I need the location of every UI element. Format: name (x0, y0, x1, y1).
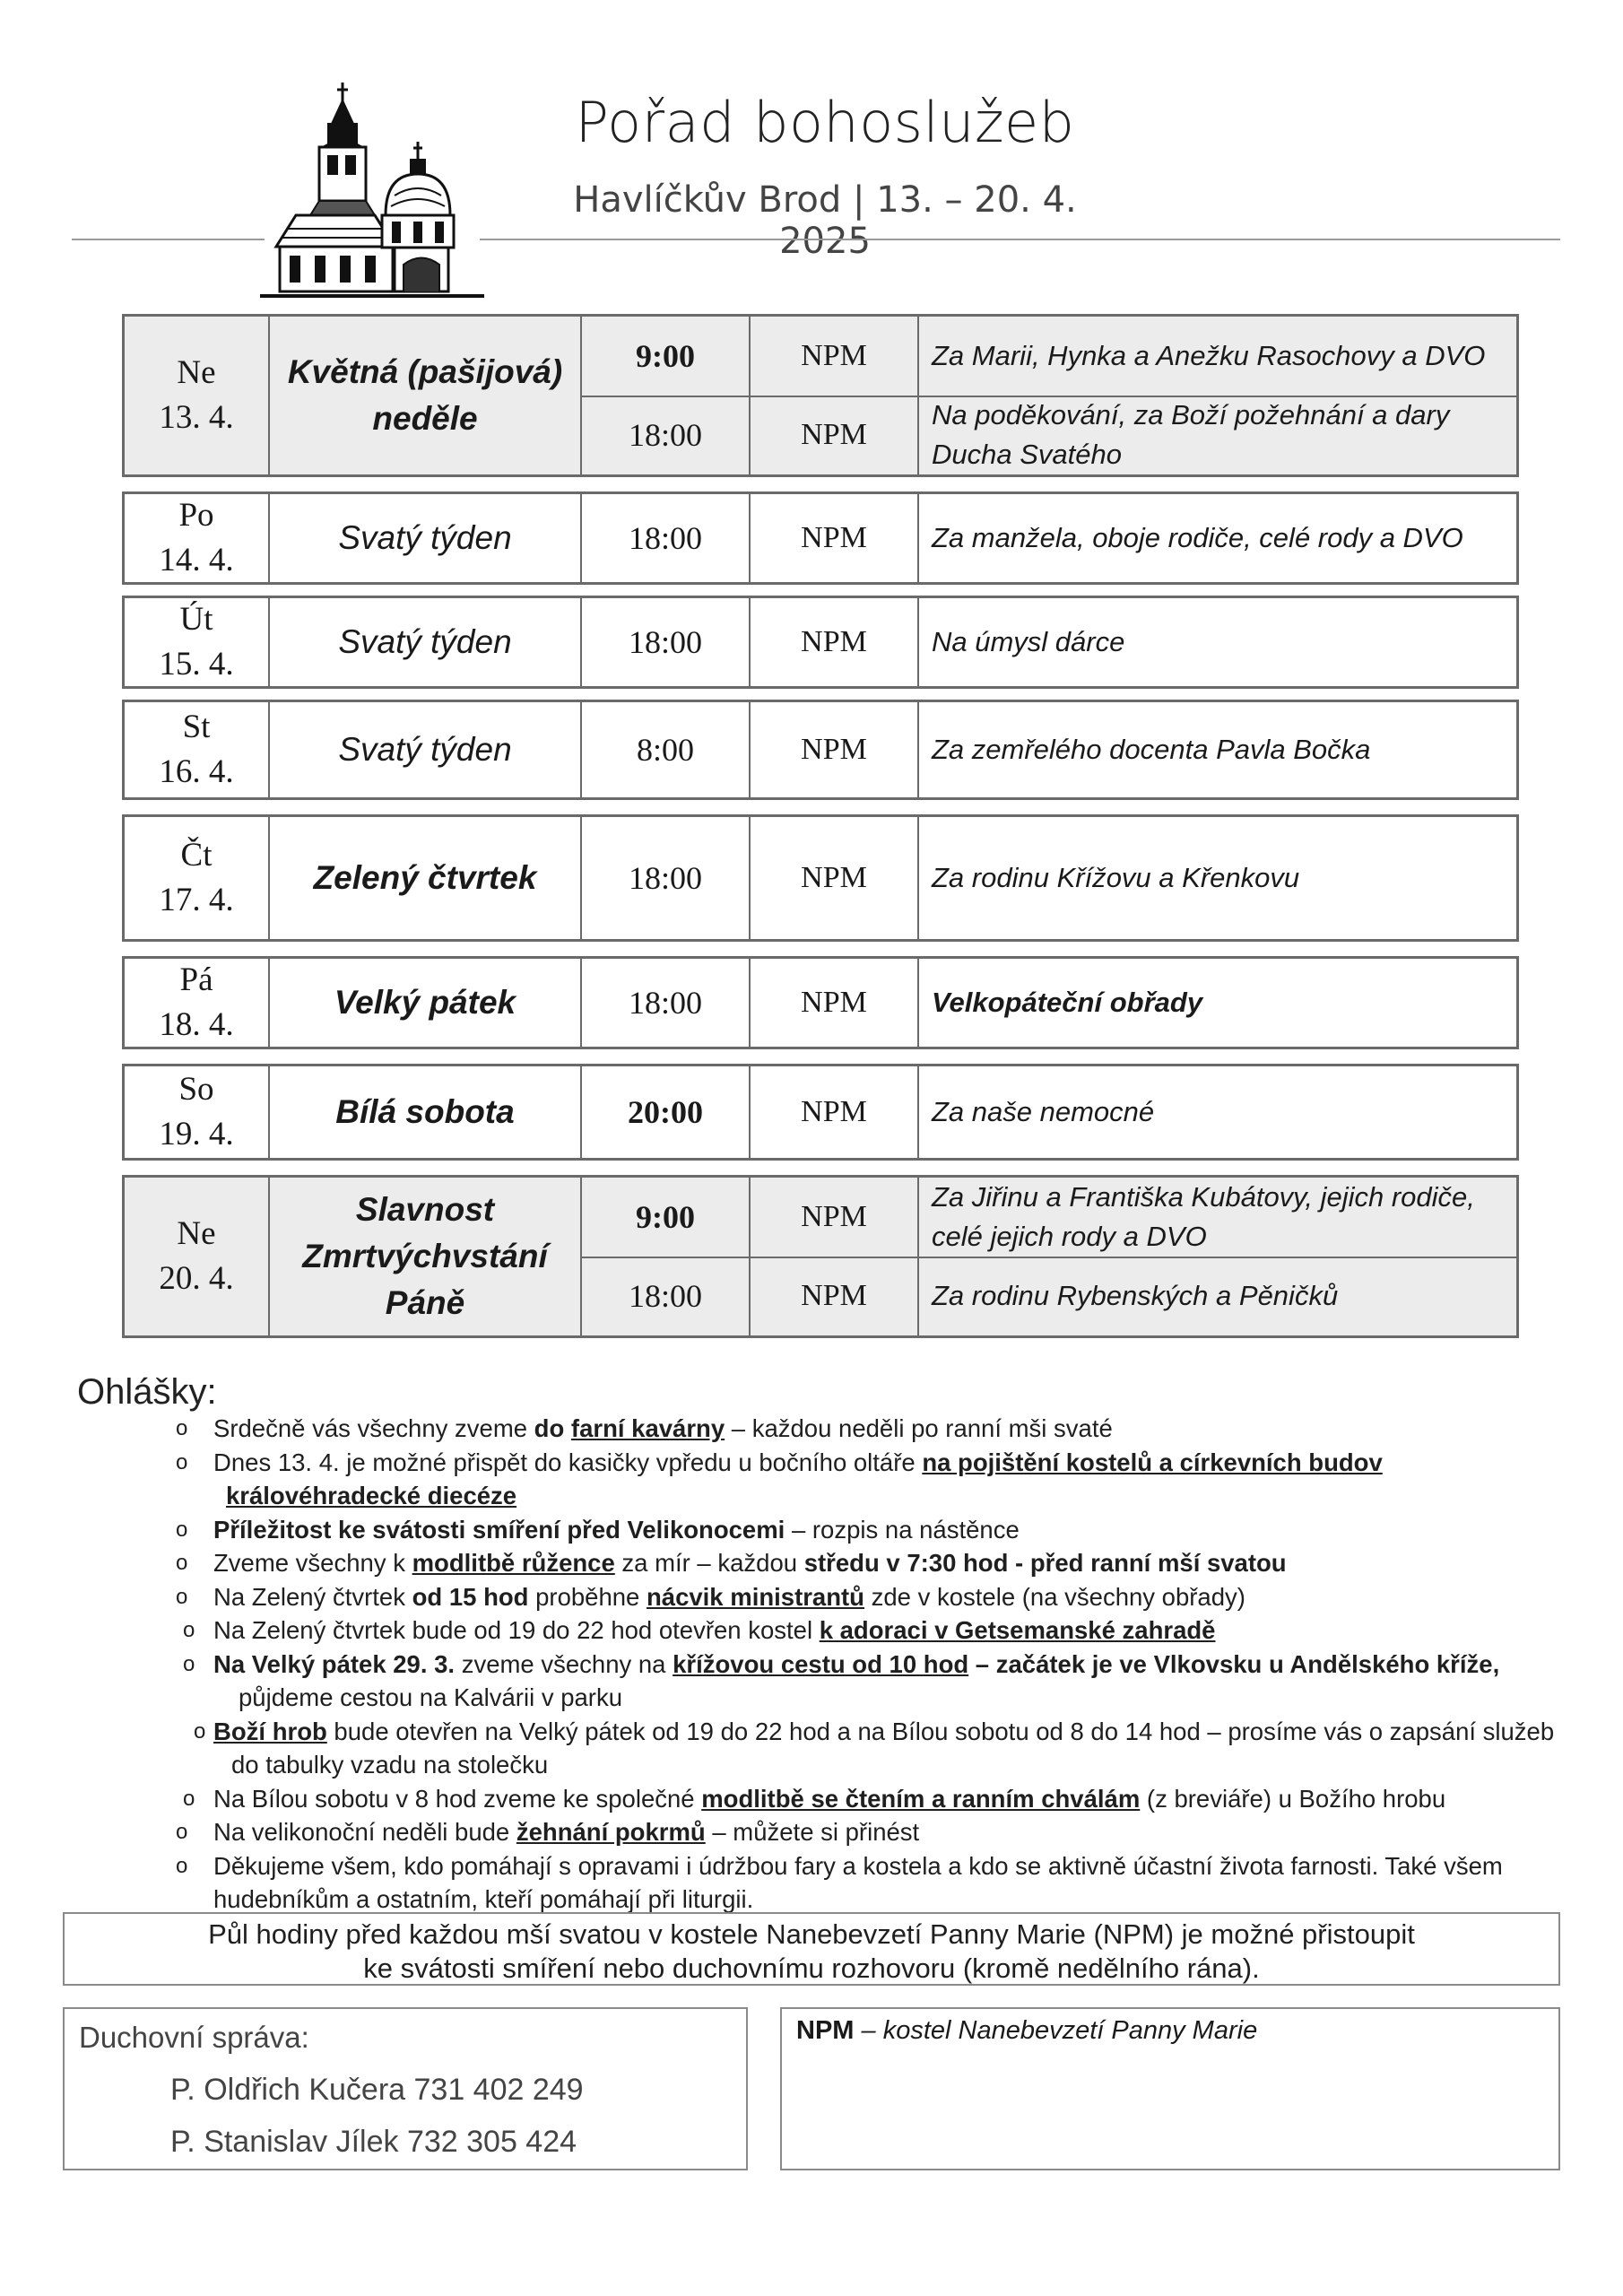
announcement-fragment: proběhne (528, 1582, 647, 1611)
header-divider-left (72, 239, 265, 240)
day-row (122, 596, 1519, 689)
announcement-fragment: – začátek je ve Vlkovsku u Andělského kříže, (968, 1649, 1500, 1678)
bullet-icon: o (194, 1718, 206, 1744)
announcements-title: Ohlášky: (77, 1372, 217, 1412)
announcement-fragment: do (534, 1414, 571, 1442)
day-liturgical-name: Slavnost Zmrtvýchvstání Páně (268, 1178, 580, 1335)
announcement-text (213, 1446, 1419, 1513)
day-date: Pá 18. 4. (159, 961, 234, 1043)
announcement-item (0, 1412, 1623, 1446)
service-time: 18:00 (580, 598, 749, 686)
day-row (122, 314, 1519, 477)
service-intention: Za manžela, oboje rodiče, celé rody a DVO (917, 494, 1516, 582)
day-date: Po 14. 4. (159, 497, 234, 578)
day-liturgical-name: Svatý týden (268, 598, 580, 686)
announcement-fragment: Příležitost ke svátosti smíření před Velikonocemi (213, 1515, 785, 1544)
announcement-fragment: zveme všechny na (455, 1649, 673, 1678)
priest-contact: P. Oldřich Kučera 731 402 249 (170, 2073, 584, 2107)
service-time: 18:00 (580, 396, 749, 474)
day-row (122, 956, 1519, 1049)
announcement-item (0, 1513, 1623, 1547)
service-time: 18:00 (580, 1257, 749, 1335)
announcement-emphasis: k adoraci v Getsemanské zahradě (819, 1616, 1216, 1644)
announcement-fragment: Zveme všechny k (213, 1549, 412, 1577)
page-title: Pořad bohoslužeb (575, 90, 1075, 155)
day-liturgical-name: Velký pátek (268, 959, 580, 1047)
announcement-fragment: středu v 7:30 hod - před ranní mší svatou (803, 1549, 1287, 1577)
header-divider-right (480, 239, 1560, 240)
service-intention: Za Marii, Hynka a Anežku Rasochovy a DVO (917, 317, 1516, 396)
service-time: 8:00 (580, 702, 749, 797)
service-intention: Za rodinu Rybenských a Pěničků (917, 1257, 1516, 1335)
day-row (122, 1175, 1519, 1338)
service-row (580, 317, 1516, 396)
announcement-emphasis: žehnání pokrmů (516, 1818, 706, 1846)
service-place: NPM (749, 1178, 917, 1257)
announcement-emphasis: Boží hrob (213, 1717, 327, 1745)
day-liturgical-name: Květná (pašijová) neděle (268, 317, 580, 474)
service-place: NPM (749, 317, 917, 396)
bullet-icon: o (176, 1853, 188, 1878)
announcement-fragment: Na Zelený čtvrtek (213, 1582, 412, 1611)
announcement-fragment: Na Zelený čtvrtek bude od 19 do 22 hod otevřen kostel (213, 1616, 820, 1644)
announcement-text (213, 1513, 1541, 1547)
contacts-heading: Duchovní správa: (79, 2021, 309, 2054)
confession-notice-line2: ke svátosti smíření nebo duchovnímu rozhovoru (kromě nedělního rána). (363, 1952, 1260, 1984)
service-place: NPM (749, 494, 917, 582)
day-liturgical-name: Bílá sobota (268, 1066, 580, 1158)
service-intention: Za rodinu Křížovu a Křenkovu (917, 817, 1516, 939)
church-icon (260, 81, 484, 305)
service-intention: Za zemřelého docenta Pavla Bočka (917, 702, 1516, 797)
bullet-icon: o (176, 1584, 188, 1609)
announcement-item (0, 1446, 1623, 1513)
service-place: NPM (749, 959, 917, 1047)
bullet-icon: o (176, 1551, 188, 1575)
announcement-emphasis: křížovou cestu od 10 hod (673, 1649, 969, 1678)
contacts-box (63, 2007, 748, 2170)
announcement-item (0, 1580, 1623, 1614)
announcement-fragment: zde v kostele (na všechny obřady) (864, 1582, 1245, 1611)
announcement-fragment: – každou neděli po ranní mši svaté (725, 1414, 1113, 1442)
announcement-fragment: Děkujeme všem, kdo pomáhají s opravami i údržbou fary a kostela a kdo se aktivně účastní života farnosti. Také všem hudebníkům a ostatním, kteří pomáhají při liturgii. (213, 1851, 1503, 1913)
announcement-text (213, 1546, 1541, 1580)
announcement-item (0, 1648, 1623, 1715)
service-row (580, 1178, 1516, 1257)
announcement-item (0, 1782, 1623, 1816)
announcement-fragment: Na velikonoční neděli bude (213, 1818, 516, 1846)
announcement-text (213, 1412, 1541, 1446)
service-place: NPM (749, 1257, 917, 1335)
day-liturgical-name: Svatý týden (268, 494, 580, 582)
announcements-list (0, 1412, 1623, 1917)
announcement-item (0, 1849, 1623, 1917)
day-date: Čt 17. 4. (159, 837, 234, 918)
announcement-fragment: bude otevřen na Velký pátek od 19 do 22 hod a na Bílou sobotu od 8 do 14 hod – prosíme vás o zapsání služeb do tabulky vzadu na stolečku (231, 1717, 1555, 1779)
announcement-fragment: (z breviáře) u Božího hrobu (1140, 1784, 1446, 1813)
service-intention: Na poděkování, za Boží požehnání a dary Ducha Svatého (917, 396, 1516, 474)
announcement-fragment: – můžete si přinést (705, 1818, 920, 1846)
day-date: Út 15. 4. (159, 601, 234, 683)
service-time: 9:00 (580, 1178, 749, 1257)
announcement-text (213, 1648, 1521, 1715)
announcement-item (0, 1546, 1623, 1580)
announcement-text (213, 1782, 1541, 1816)
announcement-text (213, 1580, 1541, 1614)
service-time: 20:00 (580, 1066, 749, 1158)
legend-abbr: NPM (796, 2016, 855, 2045)
announcement-fragment: Na Bílou sobotu v 8 hod zveme ke společné (213, 1784, 702, 1813)
announcement-item (0, 1715, 1623, 1782)
announcement-text (213, 1613, 1541, 1648)
service-row (580, 396, 1516, 474)
announcement-emphasis: nácvik ministrantů (646, 1582, 864, 1611)
service-place: NPM (749, 598, 917, 686)
announcement-item (0, 1815, 1623, 1849)
announcement-emphasis: na pojištění kostelů a církevních budov královéhradecké diecéze (226, 1448, 1383, 1509)
announcement-emphasis: farní kavárny (570, 1414, 725, 1442)
service-divider (580, 396, 1516, 397)
day-date: Ne 20. 4. (159, 1215, 234, 1297)
announcement-text (213, 1849, 1567, 1917)
confession-notice-line1: Půl hodiny před každou mší svatou v kostele Nanebevzetí Panny Marie (NPM) je možné přistoupit (208, 1918, 1415, 1950)
day-row (122, 814, 1519, 942)
priest-contact: P. Stanislav Jílek 732 305 424 (170, 2125, 577, 2159)
service-place: NPM (749, 396, 917, 474)
confession-notice (63, 1912, 1560, 1986)
day-row (122, 1064, 1519, 1161)
service-time: 18:00 (580, 494, 749, 582)
service-place: NPM (749, 817, 917, 939)
announcement-text (213, 1715, 1585, 1782)
bullet-icon: o (183, 1651, 195, 1676)
service-intention: Za Jiřinu a Františka Kubátovy, jejich rodiče, celé jejich rody a DVO (917, 1178, 1516, 1257)
service-place: NPM (749, 1066, 917, 1158)
day-date: So 19. 4. (159, 1071, 234, 1152)
service-row (580, 1257, 1516, 1335)
bullet-icon: o (176, 1517, 188, 1542)
bullet-icon: o (176, 1820, 188, 1844)
service-time: 18:00 (580, 959, 749, 1047)
announcement-fragment: – rozpis na nástěnce (785, 1515, 1020, 1544)
announcement-emphasis: modlitbě se čtením a ranním chválám (701, 1784, 1141, 1813)
day-date: Ne 13. 4. (159, 354, 234, 436)
announcement-fragment: Na Velký pátek 29. 3. (213, 1649, 456, 1678)
service-divider (580, 1257, 1516, 1258)
day-liturgical-name: Zelený čtvrtek (268, 817, 580, 939)
service-intention: Za naše nemocné (917, 1066, 1516, 1158)
announcement-fragment: Dnes 13. 4. je možné přispět do kasičky vpředu u bočního oltáře (213, 1448, 923, 1476)
announcement-text (213, 1815, 1541, 1849)
day-liturgical-name: Svatý týden (268, 702, 580, 797)
announcement-fragment: za mír – každou (614, 1549, 804, 1577)
legend-box (780, 2007, 1560, 2170)
announcement-fragment: Srdečně vás všechny zveme (213, 1414, 534, 1442)
day-date: St 16. 4. (159, 709, 234, 790)
page-subtitle: Havlíčkův Brod | 13. – 20. 4. 2025 (573, 179, 1077, 262)
announcement-emphasis: modlitbě růžence (412, 1549, 615, 1577)
bullet-icon: o (176, 1416, 188, 1440)
day-row (122, 491, 1519, 585)
bullet-icon: o (183, 1618, 195, 1642)
service-place: NPM (749, 702, 917, 797)
announcement-item (0, 1613, 1623, 1648)
bullet-icon: o (183, 1786, 195, 1811)
announcement-fragment: od 15 hod (412, 1582, 529, 1611)
day-row (122, 700, 1519, 800)
legend-text: – kostel Nanebevzetí Panny Marie (854, 2016, 1258, 2045)
announcement-fragment: půjdeme cestou na Kalvárii v parku (239, 1683, 623, 1711)
service-time: 18:00 (580, 817, 749, 939)
service-time: 9:00 (580, 317, 749, 396)
service-intention: Velkopáteční obřady (917, 959, 1516, 1047)
bullet-icon: o (176, 1449, 188, 1474)
service-intention: Na úmysl dárce (917, 598, 1516, 686)
